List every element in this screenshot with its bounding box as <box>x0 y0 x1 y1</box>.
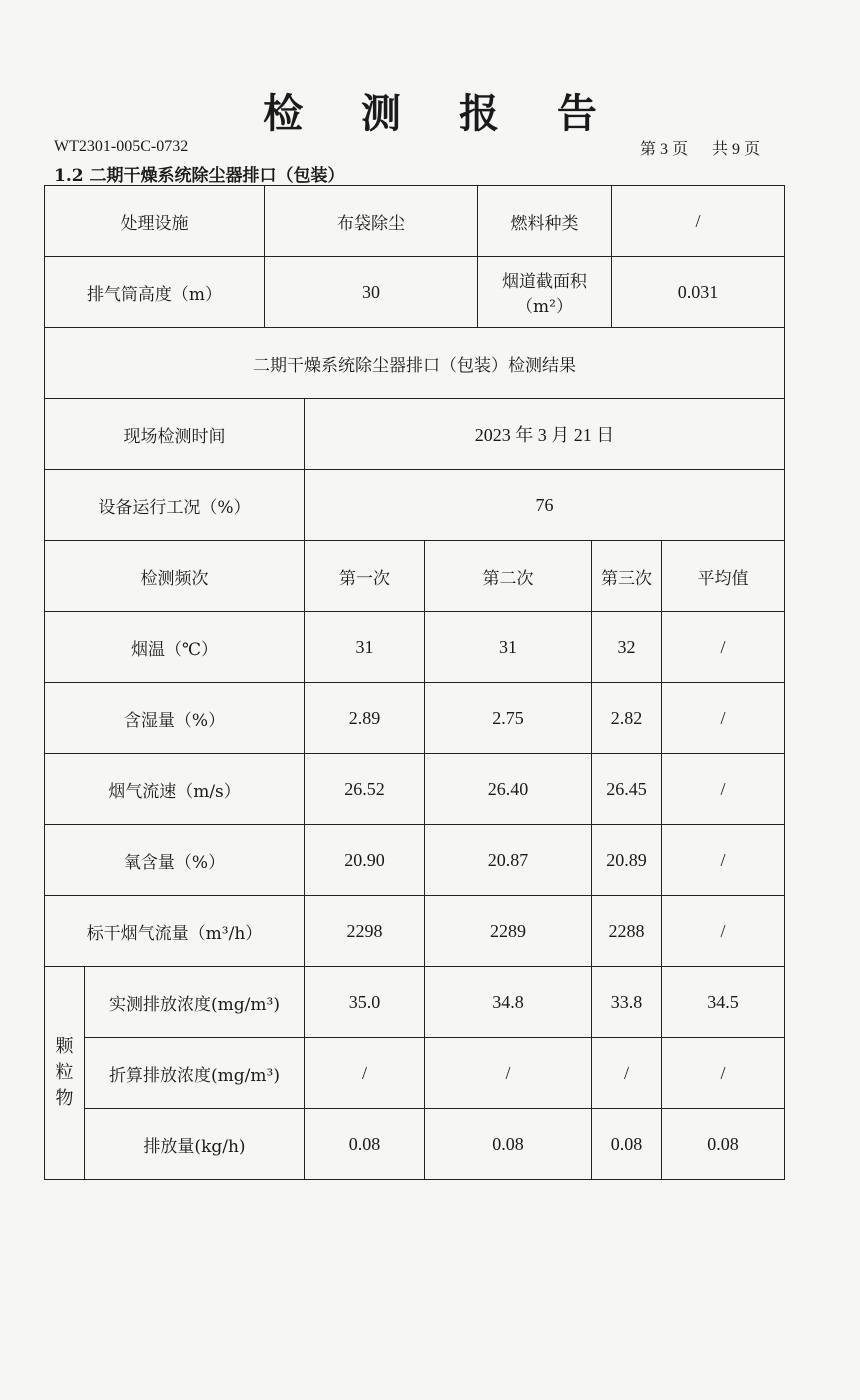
column-header-1: 第一次 <box>305 541 425 612</box>
frequency-header-row <box>45 541 785 612</box>
value-cell: 2289 <box>425 896 592 967</box>
duct-area-value: 0.031 <box>612 257 785 328</box>
results-heading: 二期干燥系统除尘器排口（包装）检测结果 <box>45 328 785 399</box>
row-label: 标干烟气流量（m³/h） <box>45 896 305 967</box>
results-heading-row <box>45 328 785 399</box>
report-number: WT2301-005C-0732 <box>54 138 189 155</box>
value-cell: / <box>662 896 785 967</box>
page-title: 检 测 报 告 <box>263 90 619 137</box>
value-cell: / <box>592 1038 662 1109</box>
condition-value: 76 <box>305 470 785 541</box>
time-label: 现场检测时间 <box>45 399 305 470</box>
row-label: 排放量(kg/h) <box>85 1109 305 1180</box>
facility-value: 布袋除尘 <box>265 186 478 257</box>
value-cell: 0.08 <box>305 1109 425 1180</box>
value-cell: 26.40 <box>425 754 592 825</box>
value-cell: / <box>662 754 785 825</box>
frequency-label: 检测频次 <box>45 541 305 612</box>
value-cell: 34.5 <box>662 967 785 1038</box>
value-cell: 35.0 <box>305 967 425 1038</box>
value-cell: / <box>662 683 785 754</box>
value-cell: 2298 <box>305 896 425 967</box>
section-title: 1.2 二期干燥系统除尘器排口（包装） <box>54 166 345 186</box>
row-label: 折算排放浓度(mg/m³) <box>85 1038 305 1109</box>
condition-row <box>45 470 785 541</box>
report-table <box>44 185 785 1180</box>
value-cell: 20.90 <box>305 825 425 896</box>
value-cell: 31 <box>305 612 425 683</box>
table-row <box>45 896 785 967</box>
value-cell: 0.08 <box>662 1109 785 1180</box>
value-cell: 2.82 <box>592 683 662 754</box>
particulate-row <box>45 1109 785 1180</box>
row-label: 烟温（℃） <box>45 612 305 683</box>
column-header-average: 平均值 <box>662 541 785 612</box>
value-cell: 32 <box>592 612 662 683</box>
value-cell: 0.08 <box>425 1109 592 1180</box>
value-cell: 20.87 <box>425 825 592 896</box>
value-cell: 31 <box>425 612 592 683</box>
value-cell: 34.8 <box>425 967 592 1038</box>
value-cell: / <box>425 1038 592 1109</box>
column-header-3: 第三次 <box>592 541 662 612</box>
table-row <box>45 683 785 754</box>
duct-area-label: 烟道截面积（m²） <box>478 257 612 328</box>
particulate-row <box>45 1038 785 1109</box>
info-row-facility <box>45 186 785 257</box>
value-cell: / <box>662 612 785 683</box>
value-cell: / <box>662 825 785 896</box>
value-cell: / <box>662 1038 785 1109</box>
value-cell: 2.75 <box>425 683 592 754</box>
row-label: 烟气流速（m/s） <box>45 754 305 825</box>
particulate-row <box>45 967 785 1038</box>
value-cell: 2288 <box>592 896 662 967</box>
column-header-2: 第二次 <box>425 541 592 612</box>
table-row <box>45 612 785 683</box>
particulate-char-2: 粒 <box>55 1062 74 1083</box>
stack-height-label: 排气筒高度（m） <box>45 257 265 328</box>
page-total: 共 9 页 <box>712 141 761 158</box>
fuel-value: / <box>612 186 785 257</box>
value-cell: 20.89 <box>592 825 662 896</box>
particulate-char-3: 物 <box>55 1088 74 1109</box>
value-cell: / <box>305 1038 425 1109</box>
fuel-label: 燃料种类 <box>478 186 612 257</box>
particulate-group-label <box>45 967 85 1180</box>
table-row <box>45 754 785 825</box>
time-value: 2023 年 3 月 21 日 <box>305 399 785 470</box>
facility-label: 处理设施 <box>45 186 265 257</box>
time-row <box>45 399 785 470</box>
value-cell: 26.45 <box>592 754 662 825</box>
page-current: 第 3 页 <box>640 141 689 158</box>
row-label: 含湿量（%） <box>45 683 305 754</box>
value-cell: 33.8 <box>592 967 662 1038</box>
value-cell: 0.08 <box>592 1109 662 1180</box>
stack-height-value: 30 <box>265 257 478 328</box>
row-label: 氧含量（%） <box>45 825 305 896</box>
table-row <box>45 825 785 896</box>
particulate-char-1: 颗 <box>55 1036 74 1057</box>
info-row-stack <box>45 257 785 328</box>
page-info <box>640 136 760 159</box>
value-cell: 26.52 <box>305 754 425 825</box>
row-label: 实测排放浓度(mg/m³) <box>85 967 305 1038</box>
value-cell: 2.89 <box>305 683 425 754</box>
condition-label: 设备运行工况（%） <box>45 470 305 541</box>
